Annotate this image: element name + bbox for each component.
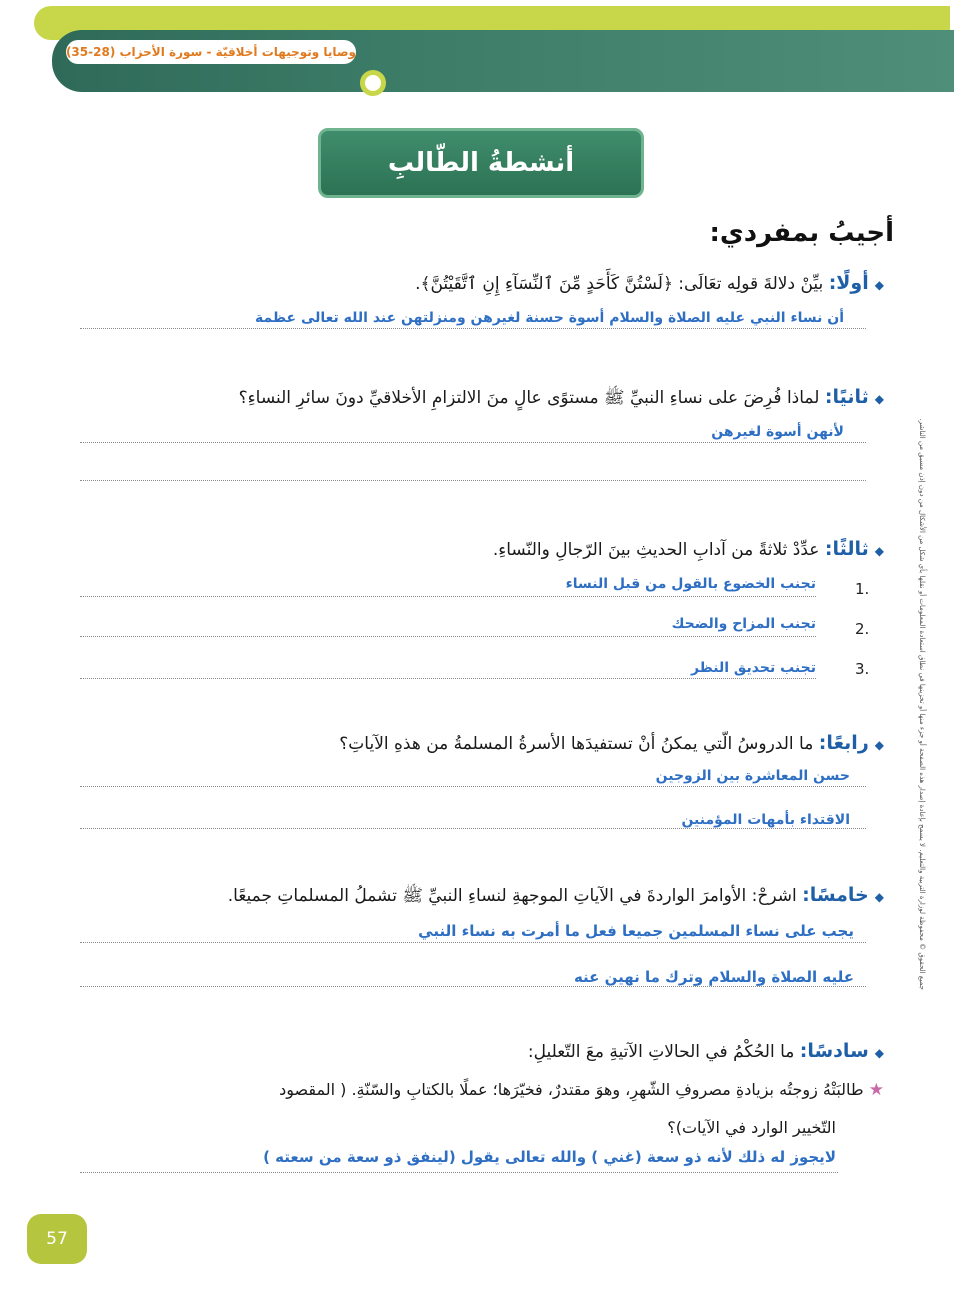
answer-text: تجنب تحديق النظر (690, 660, 816, 676)
copyright-note (900, 300, 940, 990)
answer-text: الاقتداء بأمهات المؤمنين (681, 812, 850, 828)
answer-line (80, 942, 866, 943)
question-text: عدِّدْ ثلاثةً من آدابِ الحديثِ بينَ الرّجالِ والنّساءِ. (492, 540, 820, 560)
question-text: ما الدروسُ الّتي يمكنُ أنْ تستفيدَها الأسرةُ المسلمةُ من هذهِ الآياتِ؟ (339, 734, 814, 754)
answer-line (80, 442, 866, 443)
header-ornament (360, 70, 386, 96)
question-label: سادسًا: (799, 1040, 869, 1062)
case-line-2: التّخيير الوارد في الآيات)؟ (667, 1118, 836, 1137)
chapter-title: وصايا وتوجيهات أخلاقيّة - سورة الأحزاب (28-35) (66, 40, 356, 64)
bullet-icon: ◆ (874, 1046, 884, 1060)
answer-line (80, 1172, 838, 1173)
question-text: ما الحُكْمُ في الحالاتِ الآتيةِ معَ التّعليلِ: (527, 1042, 795, 1062)
question-label: ثالثًا: (824, 538, 869, 560)
answer-line (80, 828, 866, 829)
answer-text: لأنهن أسوة لغيرهن (711, 424, 844, 440)
question-5 (228, 884, 884, 910)
answer-text: حسن المعاشرة بين الزوجين (655, 768, 850, 784)
bullet-icon: ◆ (874, 278, 884, 292)
question-label: رابعًا: (818, 732, 869, 754)
question-6 (528, 1040, 884, 1062)
list-number: 1. (855, 580, 870, 598)
question-2 (239, 386, 884, 412)
answer-line (80, 328, 866, 329)
question-label: خامسًا: (802, 884, 869, 906)
question-1 (415, 272, 884, 294)
question-text: اشرحْ: الأوامرَ الواردةَ في الآياتِ الموجهةِ لنساءِ النبيِّ ﷺ تشملُ المسلماتِ جميعًا. (227, 886, 797, 906)
star-icon: ★ (868, 1080, 884, 1100)
bullet-icon: ◆ (874, 544, 884, 558)
copyright-text: جميع الحقوق © محفوظة لوزارة التربية والتعليم. لا يسمح بإعادة إصدار هذه الصفحة أو جزء منها أو تخزينها في نطاق استعادة المعلومات أو نقلها بأي شكل من الأشكال من دون إذن مسبق من الناشر. (918, 418, 926, 990)
bullet-icon: ◆ (874, 392, 884, 406)
question-label: أولًا: (828, 272, 869, 294)
question-label: ثانيًا: (824, 386, 869, 408)
answer-line (80, 596, 816, 597)
question-text: بيِّنْ دلالةَ قولِه تعَالَى: ﴿لَسْتُنَّ كَأَحَدٍ مِّنَ ٱلنِّسَآءِ إِنِ ٱتَّقَيْتُنَّ﴾. (415, 274, 824, 294)
case-text (279, 1080, 884, 1100)
question-4 (339, 732, 884, 754)
answer-line (80, 636, 816, 637)
list-number: 2. (855, 620, 870, 638)
answer-text: يجب على نساء المسلمين جميعا فعل ما أمرت به نساء النبي (418, 922, 854, 940)
section-banner: أنشطةُ الطّالبِ (318, 128, 644, 198)
answer-text: عليه الصلاة والسلام وترك ما نهين عنه (573, 968, 854, 986)
answer-line (80, 786, 866, 787)
answer-text: تجنب الخضوع بالقول من قبل النساء (565, 576, 816, 592)
list-number: 3. (855, 660, 870, 678)
bullet-icon: ◆ (874, 738, 884, 752)
case-line-1: طالبَتْهُ زوجتُه بزيادةِ مصروفِ الشّهرِ، وهوَ مقتدرٌ، فخيّرَها؛ عملًا بالكتابِ والسّنّةِ. ( المقصود (279, 1080, 864, 1099)
question-3 (493, 538, 884, 560)
question-text: لماذا فُرِضَ على نساءِ النبيِّ ﷺ مستوًى عالٍ منَ الالتزامِ الأخلاقيِّ دونَ سائرِ النساءِ؟ (238, 388, 820, 408)
answer-line (80, 986, 866, 987)
answer-line (80, 678, 816, 679)
answer-text: أن نساء النبي عليه الصلاة والسلام أسوة حسنة لغيرهن ومنزلتهن عند الله تعالى عظمة (255, 310, 844, 326)
answer-line (80, 480, 866, 481)
page-number: 57 (27, 1214, 87, 1264)
section-subtitle: أجيبُ بمفردي: (709, 218, 894, 248)
bullet-icon: ◆ (874, 890, 884, 904)
answer-text: لايجوز له ذلك لأنه ذو سعة (غني ) والله تعالى يقول (لينفق ذو سعة من سعته ) (263, 1148, 836, 1166)
answer-text: تجنب المزاح والضحك (671, 616, 816, 632)
